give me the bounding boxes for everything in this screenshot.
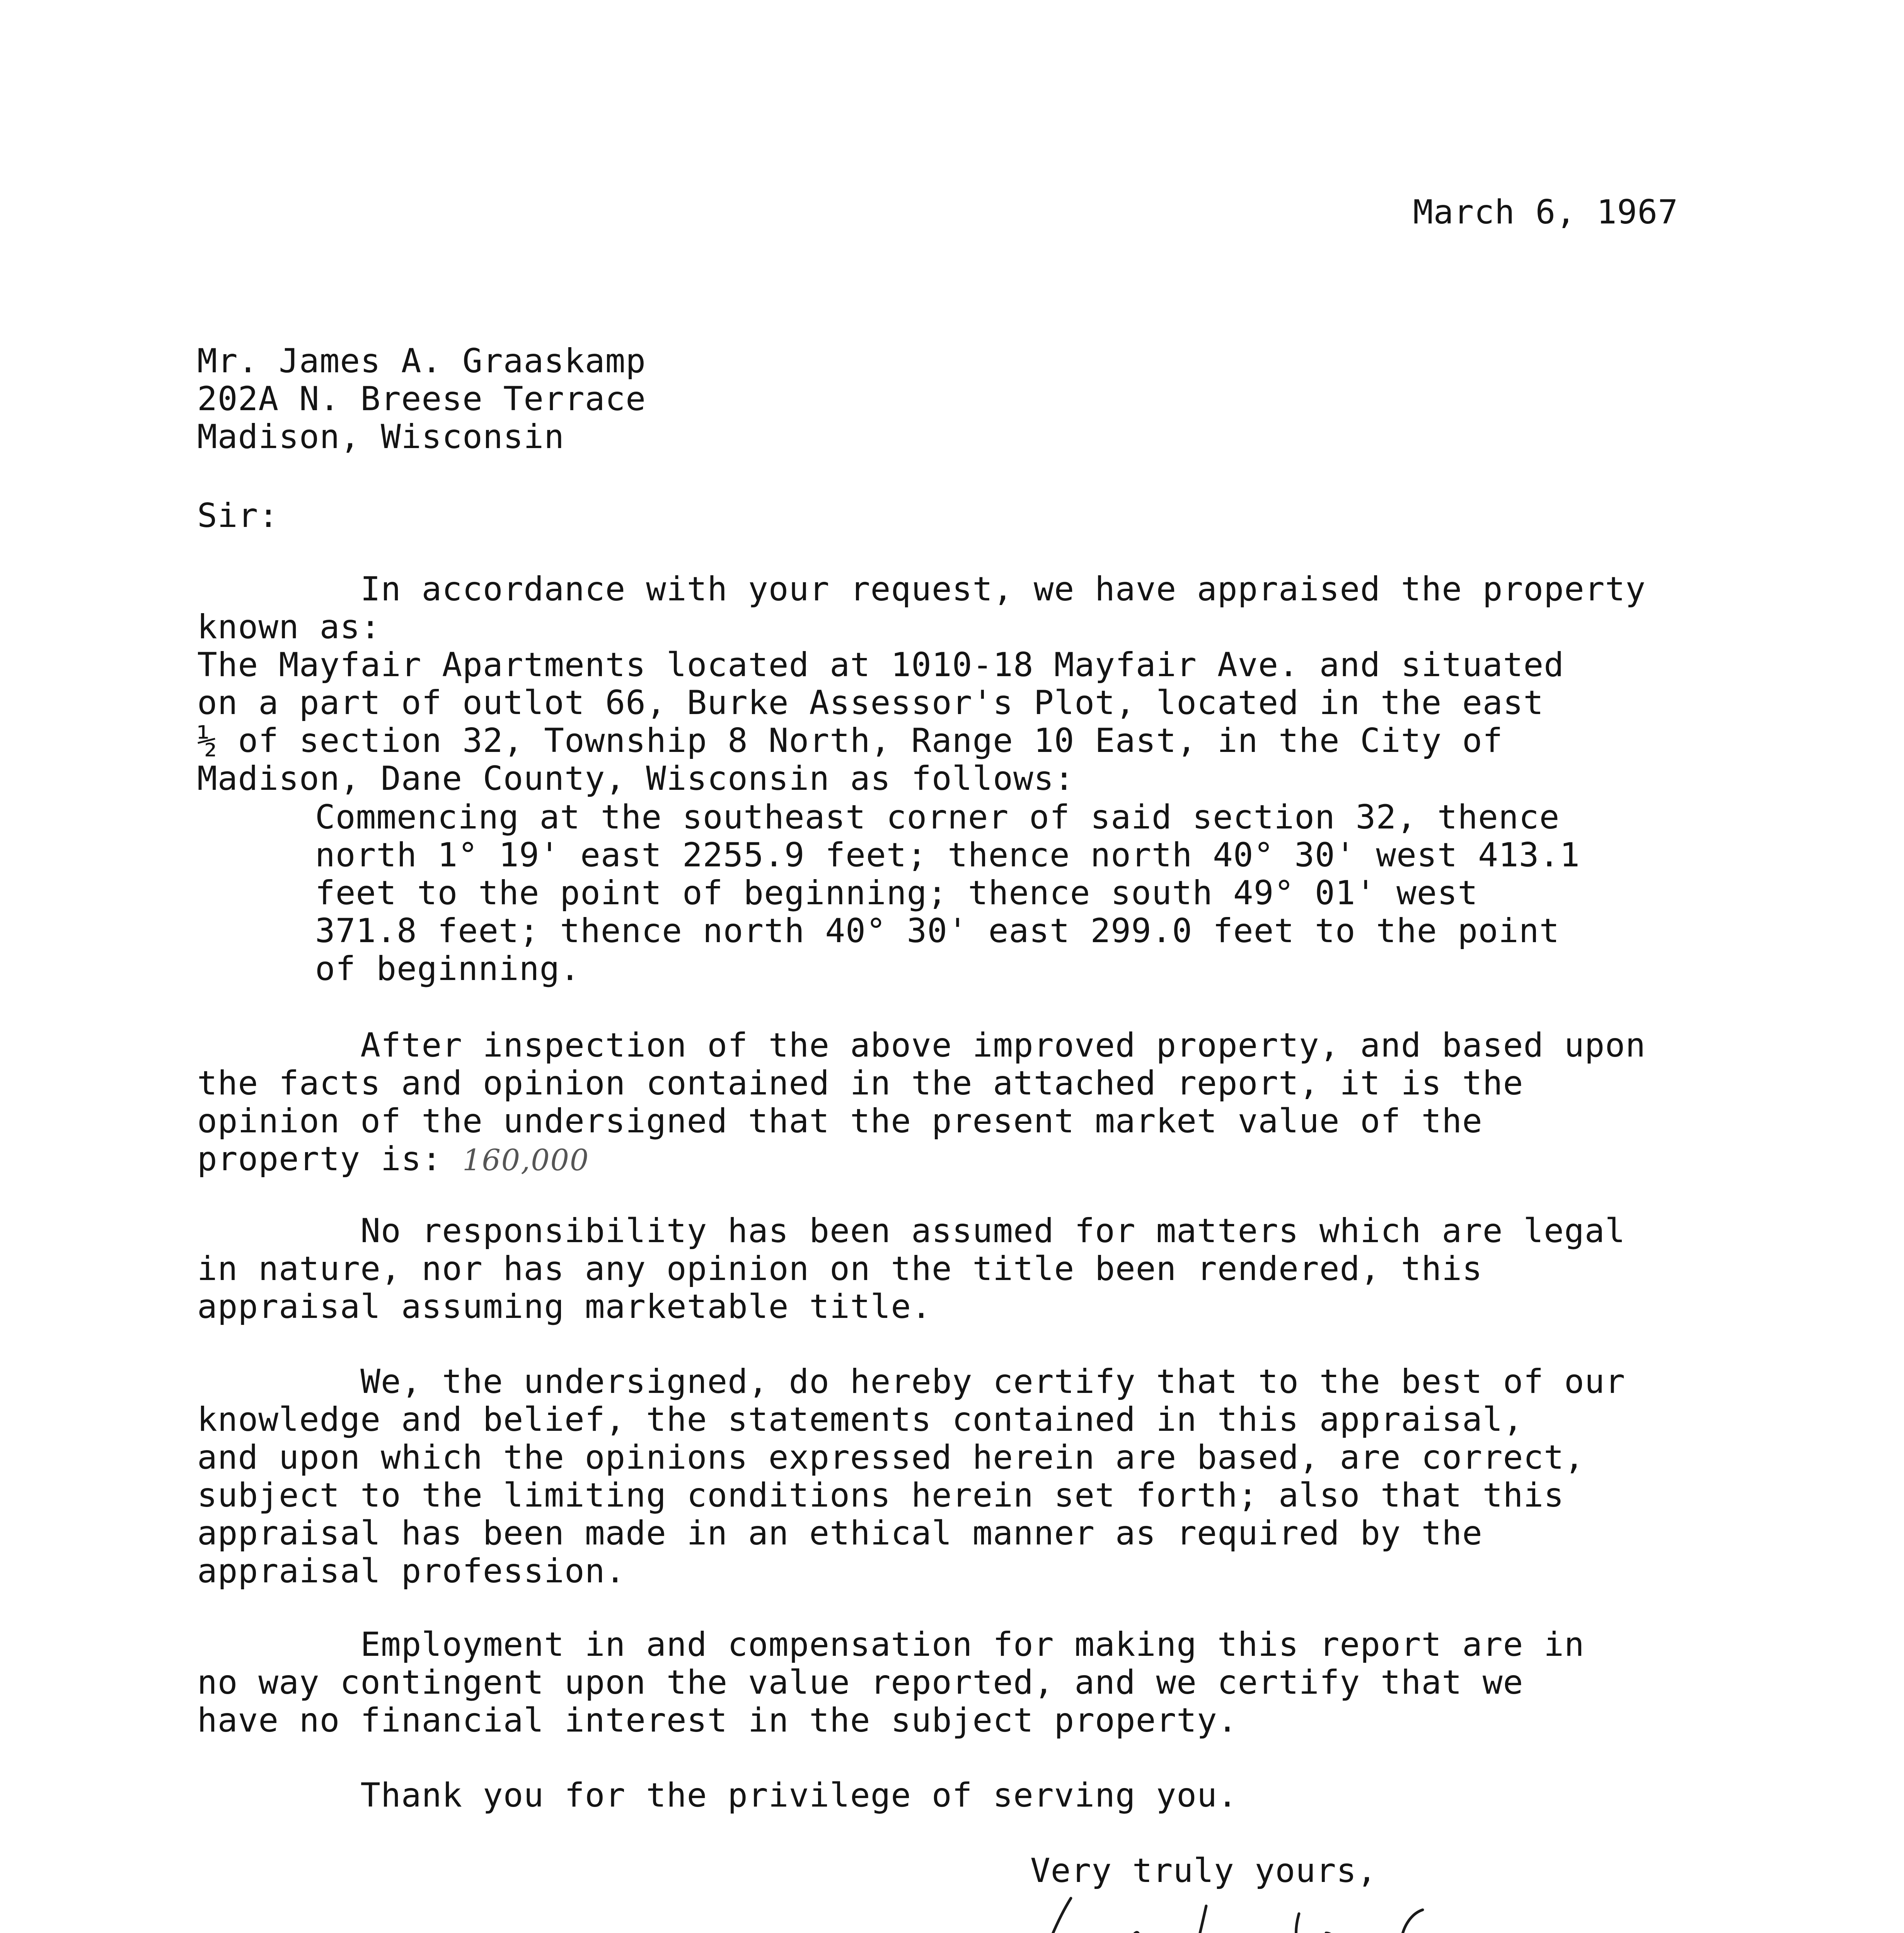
- paragraph-thanks: Thank you for the privilege of serving you.: [197, 1776, 1238, 1815]
- paragraph-valuation: [197, 1026, 1646, 1179]
- paragraph-line: appraisal assuming marketable title.: [197, 1287, 932, 1326]
- paragraph-line: Madison, Dane County, Wisconsin as follows:: [197, 759, 1075, 798]
- legal-line: Commencing at the southeast corner of said section 32, thence: [315, 798, 1560, 837]
- paragraph-line: No responsibility has been assumed for matters which are legal: [197, 1212, 1626, 1250]
- paragraph-line: in nature, nor has any opinion on the title been rendered, this: [197, 1249, 1483, 1288]
- paragraph-line: the facts and opinion contained in the attached report, it is the: [197, 1064, 1524, 1103]
- paragraph-line: known as:: [197, 608, 381, 646]
- paragraph-certification: [197, 1363, 1625, 1590]
- paragraph-line: have no financial interest in the subject property.: [197, 1701, 1238, 1740]
- paragraph-line: subject to the limiting conditions herein set forth; also that this: [197, 1476, 1565, 1515]
- paragraph-line: no way contingent upon the value reported, and we certify that we: [197, 1663, 1524, 1702]
- paragraph-line: The Mayfair Apartments located at 1010-18 Mayfair Ave. and situated: [197, 646, 1565, 684]
- paragraph-line: appraisal has been made in an ethical manner as required by the: [197, 1514, 1483, 1553]
- value-label: property is:: [197, 1140, 463, 1178]
- paragraph-employment: [197, 1626, 1585, 1739]
- paragraph-line: After inspection of the above improved property, and based upon: [197, 1026, 1646, 1065]
- addressee-street: 202A N. Breese Terrace: [197, 380, 646, 418]
- legal-line: north 1° 19' east 2255.9 feet; thence north 40° 30' west 413.1: [315, 836, 1580, 874]
- paragraph-responsibility: [197, 1212, 1625, 1326]
- paragraph-line: and upon which the opinions expressed herein are based, are correct,: [197, 1438, 1585, 1477]
- paragraph-line: We, the undersigned, do hereby certify that to the best of our: [197, 1362, 1626, 1401]
- paragraph-line: on a part of outlot 66, Burke Assessor's Plot, located in the east: [197, 684, 1544, 722]
- letter-date: March 6, 1967: [1413, 193, 1679, 232]
- handwritten-value: 160,000: [462, 1143, 590, 1177]
- paragraph-line: In accordance with your request, we have appraised the property: [197, 570, 1646, 609]
- legal-line: 371.8 feet; thence north 40° 30' east 299.0 feet to the point: [315, 912, 1560, 950]
- paragraph-line: ½ of section 32, Township 8 North, Range 10 East, in the City of: [197, 721, 1503, 760]
- closing: Very truly yours,: [1030, 1851, 1377, 1890]
- signature-conner: [1005, 1883, 1585, 1933]
- inside-address: [197, 342, 646, 456]
- legal-description: [315, 798, 1580, 988]
- addressee-name: Mr. James A. Graaskamp: [197, 342, 646, 380]
- paragraph-line: [197, 1140, 1646, 1179]
- legal-line: of beginning.: [315, 949, 581, 988]
- addressee-city: Madison, Wisconsin: [197, 418, 564, 456]
- salutation: Sir:: [197, 496, 279, 535]
- paragraph-line: Employment in and compensation for making this report are in: [197, 1625, 1585, 1664]
- paragraph-line: opinion of the undersigned that the present market value of the: [197, 1102, 1483, 1140]
- legal-line: feet to the point of beginning; thence south 49° 01' west: [315, 874, 1478, 912]
- paragraph-line: knowledge and belief, the statements contained in this appraisal,: [197, 1400, 1524, 1439]
- paragraph-line: appraisal profession.: [197, 1552, 626, 1590]
- paragraph-property: [197, 570, 1646, 798]
